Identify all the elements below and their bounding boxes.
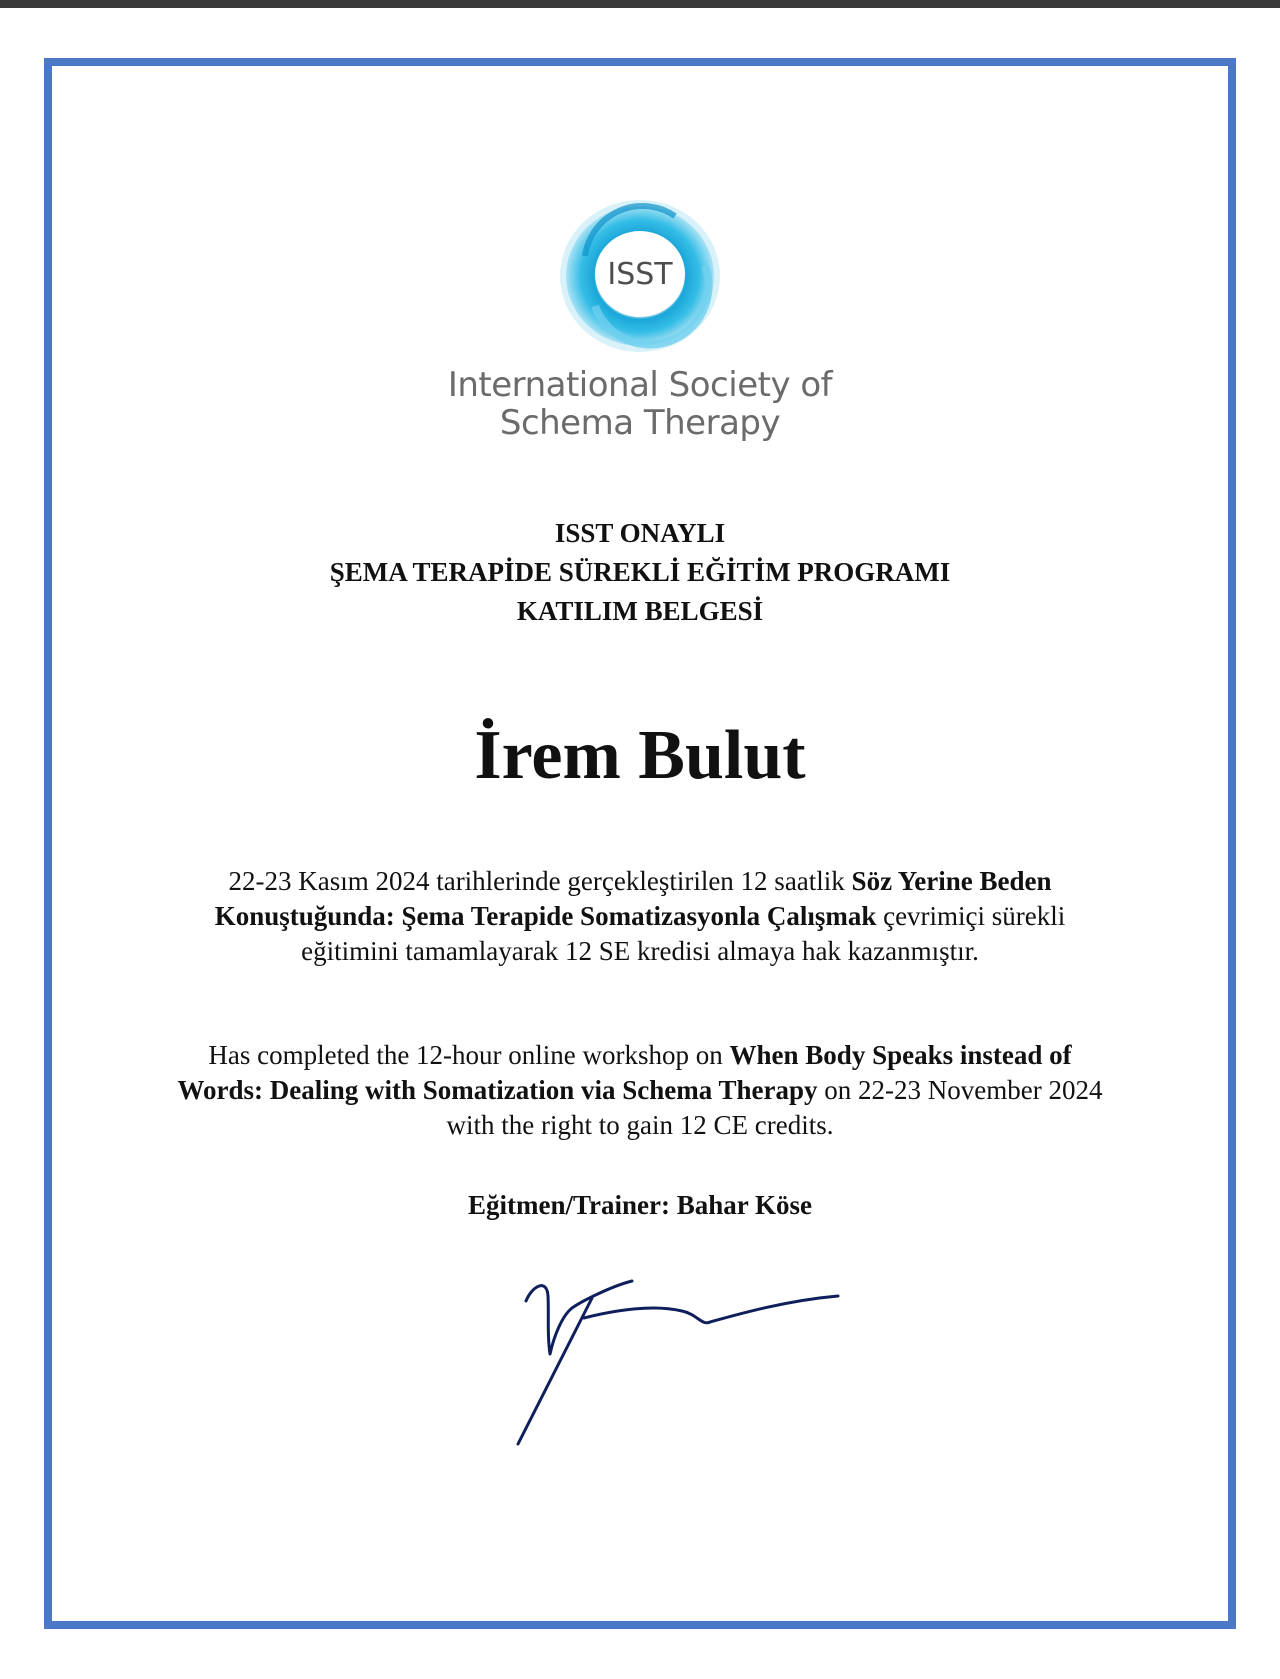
heading-line-1: ISST ONAYLI — [554, 518, 726, 548]
english-text-before: Has completed the 12-hour online workshop on — [208, 1040, 730, 1070]
turkish-course-title: Söz Yerine Beden Konuştuğunda: Şema Terapide Somatizasyonla Çalışmak — [214, 866, 1052, 931]
certificate-frame — [44, 58, 1236, 1629]
logo-line-2: Schema Therapy — [499, 403, 781, 443]
english-statement — [172, 1038, 1108, 1143]
isst-logo — [52, 196, 1228, 442]
turkish-text-before: 22-23 Kasım 2024 tarihlerinde gerçekleştirilen 12 saatlik — [228, 866, 852, 896]
certificate-heading — [52, 514, 1228, 631]
english-text-after: on 22-23 November 2024 with the right to gain 12 CE credits. — [446, 1075, 1103, 1140]
logo-wordmark — [52, 366, 1228, 442]
logo-line-1: International Society of — [447, 365, 833, 405]
turkish-statement — [172, 864, 1108, 969]
recipient-name: İrem Bulut — [474, 717, 806, 794]
trainer-signature — [492, 1256, 852, 1446]
top-edge-strip — [0, 0, 1280, 8]
heading-line-3: KATILIM BELGESİ — [516, 596, 764, 626]
isst-ring-logo-icon — [555, 196, 725, 356]
english-course-title: When Body Speaks instead of Words: Dealing with Somatization via Schema Therapy — [177, 1040, 1072, 1105]
turkish-text-after: çevrimiçi sürekli eğitimini tamamlayarak 12 SE kredisi almaya hak kazanmıştır. — [301, 901, 1066, 966]
trainer-line: Eğitmen/Trainer: Bahar Köse — [468, 1190, 812, 1220]
heading-line-2: ŞEMA TERAPİDE SÜREKLİ EĞİTİM PROGRAMI — [329, 557, 951, 587]
logo-badge-text: ISST — [607, 257, 673, 292]
